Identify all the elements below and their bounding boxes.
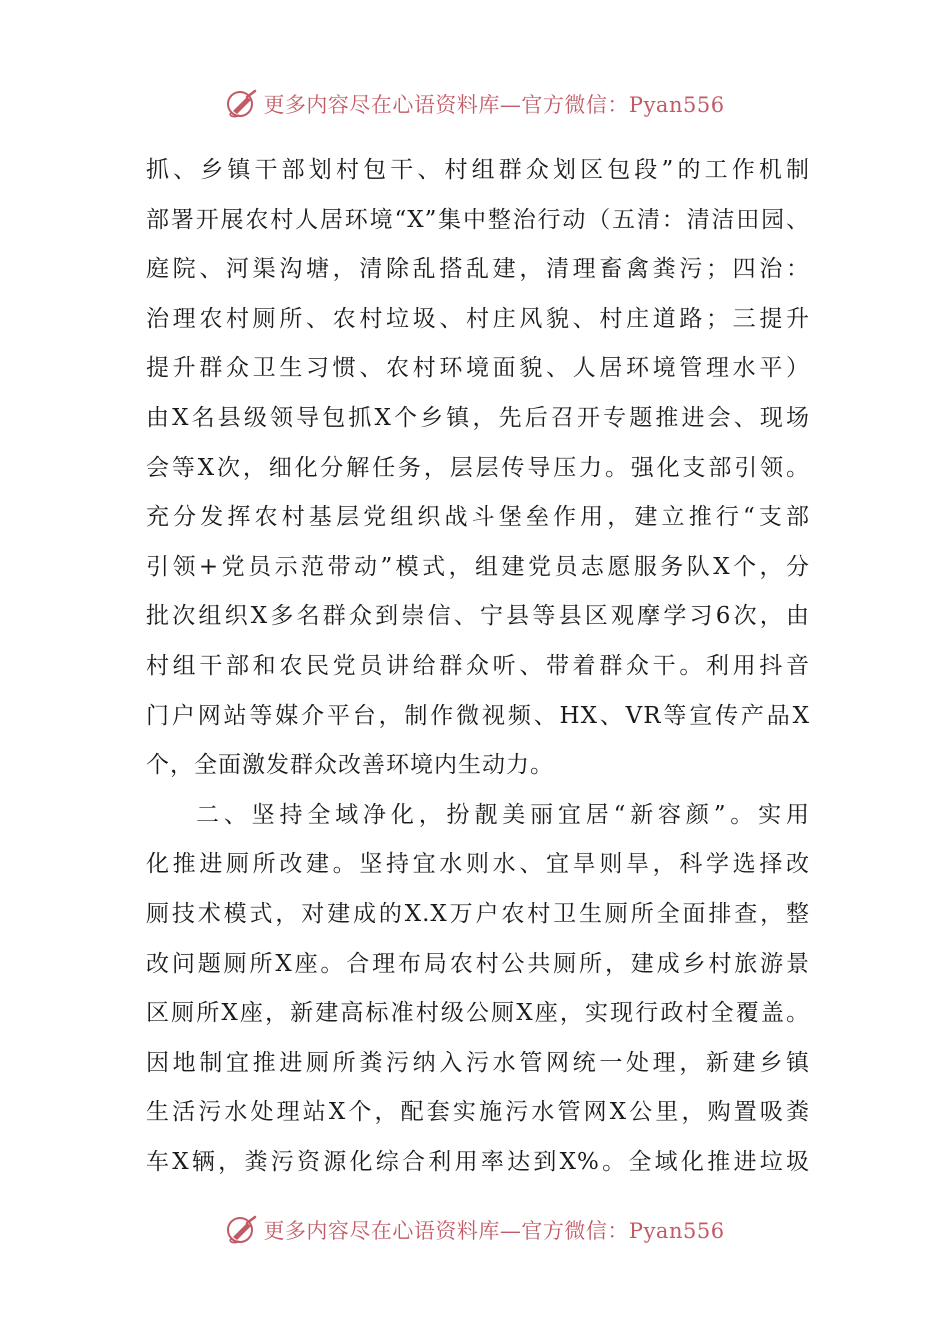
- pen-logo-icon: [225, 87, 259, 121]
- body-line: 厕技术模式，对建成的X.X万户农村卫生厕所全面排查，整: [146, 900, 810, 927]
- body-line: 会等X次，细化分解任务，层层传导压力。强化支部引领。: [146, 454, 810, 481]
- body-line: 区厕所X座，新建高标准村级公厕X座，实现行政村全覆盖。: [146, 1000, 810, 1027]
- pen-logo-icon: [225, 1213, 259, 1247]
- footer-watermark-text: 更多内容尽在心语资料库—官方微信：Pyan556: [263, 1219, 725, 1243]
- body-line: 车X辆，粪污资源化综合利用率达到X%。全域化推进垃圾: [146, 1148, 810, 1175]
- section-heading-line: 二、坚持全域净化，扮靓美丽宜居“新容颜”。实用: [196, 801, 810, 828]
- body-line: 由X名县级领导包抓X个乡镇，先后召开专题推进会、现场: [146, 404, 810, 431]
- body-line: 提升群众卫生习惯、农村环境面貌、人居环境管理水平）: [146, 355, 810, 382]
- body-line: 门户网站等媒介平台，制作微视频、HX、VR等宣传产品X: [146, 702, 810, 729]
- body-line: 引领+党员示范带动”模式，组建党员志愿服务队X个，分: [146, 553, 810, 580]
- body-line: 村组干部和农民党员讲给群众听、带着群众干。利用抖音: [146, 652, 810, 679]
- body-line: 个，全面激发群众改善环境内生动力。: [146, 752, 554, 779]
- document-body: [146, 146, 810, 1187]
- body-line: 抓、乡镇干部划村包干、村组群众划区包段”的工作机制: [146, 157, 810, 183]
- body-line: 充分发挥农村基层党组织战斗堡垒作用，建立推行“支部: [146, 504, 810, 531]
- body-line: 生活污水处理站X个，配套实施污水管网X公里，购置吸粪: [146, 1099, 810, 1126]
- body-line: 部署开展农村人居环境“X”集中整治行动（五清：清洁田园、: [146, 206, 810, 233]
- body-line: 化推进厕所改建。坚持宜水则水、宜旱则旱，科学选择改: [146, 851, 810, 878]
- body-line: 治理农村厕所、农村垃圾、村庄风貌、村庄道路；三提升: [146, 305, 810, 332]
- footer-watermark-banner: [0, 1210, 950, 1250]
- body-line: 批次组织X多名群众到崇信、宁县等县区观摩学习6次，由: [146, 603, 810, 630]
- header-watermark-banner: [0, 84, 950, 124]
- header-watermark-text: 更多内容尽在心语资料库—官方微信：Pyan556: [263, 93, 725, 117]
- body-line: 庭院、河渠沟塘，清除乱搭乱建，清理畜禽粪污；四治：: [146, 256, 810, 283]
- body-line: 因地制宜推进厕所粪污纳入污水管网统一处理，新建乡镇: [146, 1049, 810, 1076]
- body-line: 改问题厕所X座。合理布局农村公共厕所，建成乡村旅游景: [146, 950, 810, 977]
